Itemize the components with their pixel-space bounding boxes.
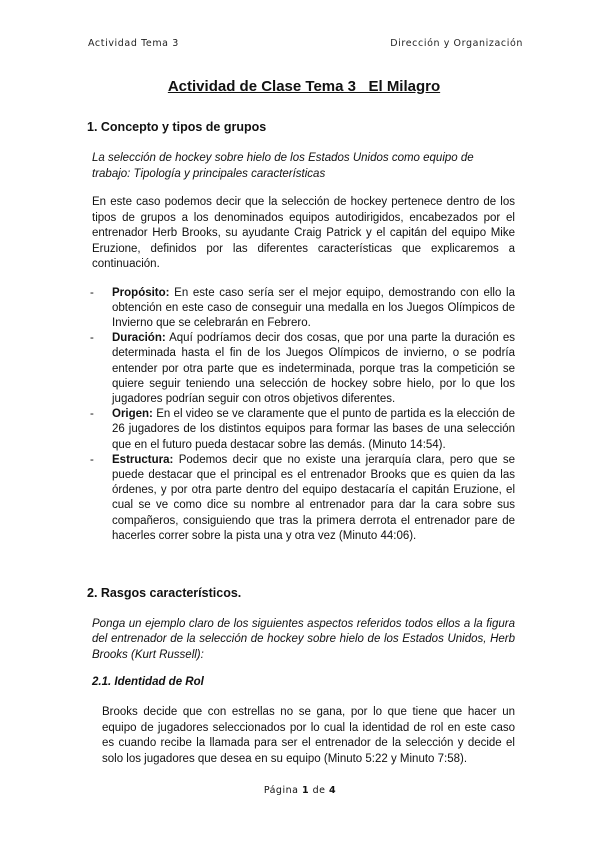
page-footer [0,785,600,796]
section-1-lead: La selección de hockey sobre hielo de los Estados Unidos como equipo de trabajo: Tipología y principales características [92,152,474,180]
page-number: 1 [301,785,310,796]
bullet-dash: - [90,453,94,466]
item-label: Propósito: [112,286,170,299]
item-label: Origen: [112,408,153,421]
section-1-intro: En este caso podemos decir que la selección de hockey pertenece dentro de los tipos de grupos a los denominados equipos autodirigidos, encabezados por el entrenador Herb Brooks, su ayudante Craig Patrick y el capitán del equipo Mike Eruzione, definidos por las diferentes características que explicaremos a continuación. [92,196,515,270]
page-title: Actividad de Clase Tema 3 El Milagro [167,78,441,95]
item-text: En el video se ve claramente que el punto de partida es la elección de 26 jugadores de los distintos equipos para formar las bases de una selección que en el futuro pueda destacar sobre las demás. (Minuto 14:54). [112,408,515,451]
header-left-title: Actividad Tema 3 [88,38,179,49]
subsection-text: Brooks decide que con estrellas no se gana, por lo que tiene que hacer un equipo de jugadores seleccionados por lo cual la identidad de rol en este caso es cuando recibe la llamada para ser el entrenador de la selección y decide el solo los jugadores que desea en su equipo (Minuto 5:22 y Minuto 7:58). [102,706,515,765]
document-body [87,78,515,780]
list-item [90,407,515,453]
page-total: 4 [329,785,337,796]
page-word: Página [263,785,299,796]
list-item [90,286,515,332]
of-word: de [312,785,326,796]
item-label: Estructura: [112,453,174,466]
item-text: Podemos decir que no existe una jerarquía clara, pero que se puede destacar que el principal es el entrenador Brooks que es quien da las órdenes, y por otra parte dentro del equipo destacaría el capitán Eruzione, el cual se ve como dice su nombre al entrenador para dar la cara sobre sus compañeros, consiguiendo que tras la primera derrota el entrenador pare de hacerles correr sobre la pista una y otra vez (Minuto 44:06). [112,453,515,542]
section-2-heading: 2. Rasgos característicos. [87,585,242,600]
characteristics-list [87,286,515,544]
list-item [90,331,515,407]
header-right-title: Dirección y Organización [390,38,523,49]
bullet-dash: - [90,408,94,421]
bullet-dash: - [90,286,94,299]
section-1-heading: 1. Concepto y tipos de grupos [87,120,267,134]
subsection-heading: 2.1. Identidad de Rol [92,676,204,689]
item-label: Duración: [112,332,166,345]
item-text: Aquí podríamos decir dos cosas, que por una parte la duración es determinada hasta el fin de los Juegos Olímpicos de invierno, o se podría entender por otra parte que es indeterminada, porque tras la competición se quiere seguir teniendo una selección de hockey sobre hielo, por lo que los jugadores podrían seguir con otros objetivos diferentes. [112,332,515,405]
item-text: En este caso sería ser el mejor equipo, demostrando con ello la obtención en este caso de conseguir una medalla en los Juegos Olímpicos de Invierno que se celebrarán en Febrero. [112,286,515,329]
list-item [90,453,515,544]
bullet-dash: - [90,332,94,345]
section-2-lead: Ponga un ejemplo claro de los siguientes aspectos referidos todos ellos a la figura del entrenador de la selección de hockey sobre hielo de los Estados Unidos, Herb Brooks (Kurt Russell): [92,617,515,661]
